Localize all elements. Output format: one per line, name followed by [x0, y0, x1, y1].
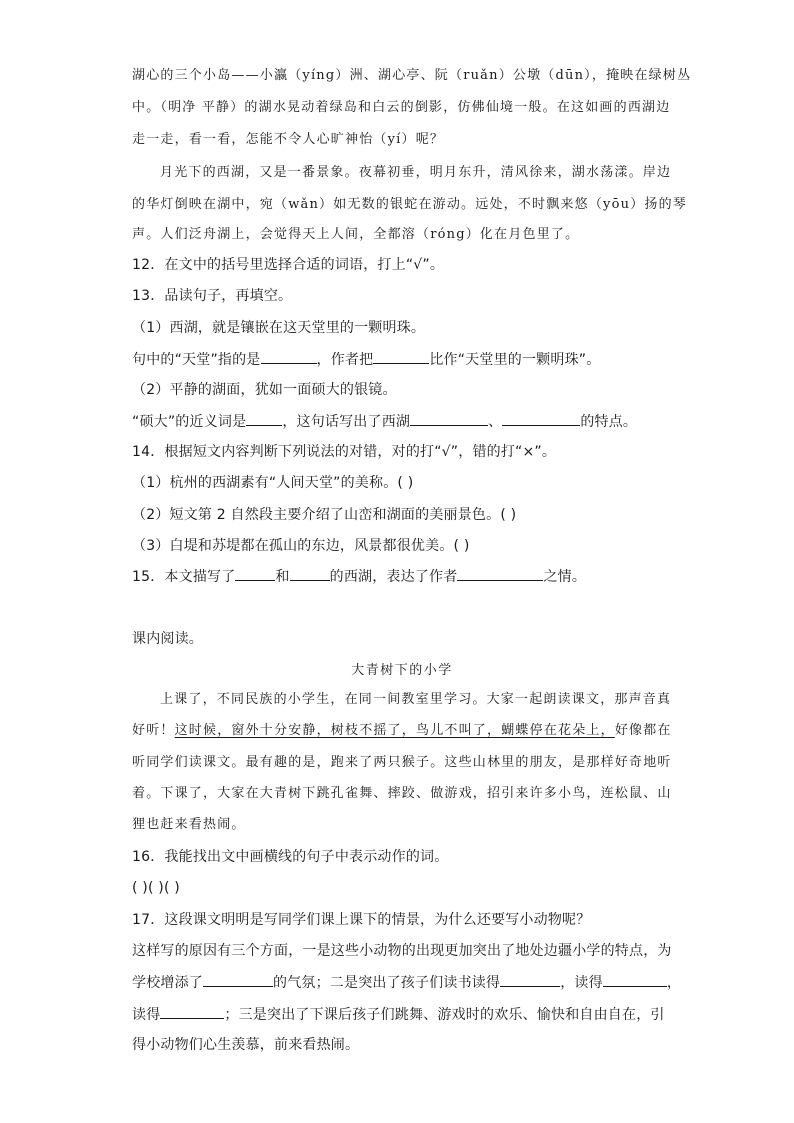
answer-blank[interactable] — [235, 566, 275, 581]
question-16-blanks[interactable]: ( )( )( ) — [132, 880, 180, 896]
question-13-1-answer: 句中的“天堂”指的是 ，作者把 比作“天堂里的一颗明珠”。 — [132, 349, 672, 370]
question-14-3: （3）白堤和苏堤都在孤山的东边，风景都很优美。( ) — [132, 538, 470, 554]
passage1-line-5: 的华灯倒映在湖中，宛（wǎn）如无数的银蛇在游动。远处，不时飘来悠（yōu）扬的琴 — [132, 197, 687, 212]
answer-blank[interactable] — [261, 349, 317, 364]
answer-blank[interactable] — [373, 349, 429, 364]
answer-blank[interactable] — [160, 1004, 224, 1019]
answer-blank[interactable] — [500, 972, 560, 987]
passage1-line-4: 月光下的西湖，又是一番景象。夜幕初垂，明月东升，清风徐来，湖水荡漾。岸边 — [160, 165, 672, 180]
answer-blank[interactable] — [603, 972, 667, 987]
answer-blank[interactable] — [502, 411, 580, 426]
question-17-line-2: 学校增添了 的气氛；二是突出了孩子们读书读得 ，读得 ， — [132, 972, 672, 993]
answer-blank[interactable] — [203, 972, 273, 987]
question-14: 14．根据短文内容判断下列说法的对错，对的打“√”，错的打“×”。 — [132, 444, 557, 460]
answer-blank[interactable] — [410, 411, 488, 426]
passage1-line-1: 湖心的三个小岛——小瀛（yíng）洲、湖心亭、阮（ruǎn）公墩（dūn），掩映在绿树丛 — [132, 68, 692, 83]
question-15: 15．本文描写了 和 的西湖，表达了作者 之情。 — [132, 566, 672, 587]
question-17: 17．这段课文明明是写同学们课上课下的情景，为什么还要写小动物呢？ — [132, 912, 591, 928]
question-13-2: （2）平静的湖面，犹如一面硕大的银镜。 — [132, 382, 397, 398]
passage2-line-5: 狸也赶来看热闹。 — [132, 817, 246, 832]
passage2-line-1: 上课了，不同民族的小学生，在同一间教室里学习。大家一起朗读课文，那声音真 — [160, 692, 672, 707]
answer-blank[interactable] — [290, 566, 330, 581]
answer-blank[interactable] — [457, 566, 543, 581]
passage2-line-4: 着。下课了，大家在大青树下跳孔雀舞、摔跤、做游戏，招引来许多小鸟，连松鼠、山 — [132, 786, 672, 801]
passage1-line-2: 中。（明净 平静）的湖水晃动着绿岛和白云的倒影，仿佛仙境一般。在这如画的西湖边 — [132, 100, 671, 115]
passage1-line-6: 声。人们泛舟湖上，会觉得天上人间，全都溶（róng）化在月色里了。 — [132, 227, 580, 242]
answer-blank[interactable] — [246, 411, 282, 426]
question-12: 12．在文中的括号里选择合适的词语，打上“√”。 — [132, 257, 445, 273]
question-17-line-3: 读得 ；三是突出了下课后孩子们跳舞、游戏时的欢乐、愉快和自由自在，引 — [132, 1004, 672, 1025]
underlined-sentence: 这时候，窗外十分安静，树枝不摇了，鸟儿不叫了，蝴蝶停在花朵上， — [174, 723, 615, 738]
passage2-title: 大青树下的小学 — [351, 663, 453, 678]
passage1-line-3: 走一走，看一看，怎能不令人心旷神怡（yí）呢？ — [132, 132, 445, 147]
question-17-line-1: 这样写的原因有三个方面，一是这些小动物的出现更加突出了地处边疆小学的特点，为 — [132, 943, 672, 959]
section-heading: 课内阅读。 — [132, 631, 203, 647]
question-17-line-4: 得小动物们心生羡慕，前来看热闹。 — [132, 1037, 360, 1053]
passage2-line-2: 好听！这时候，窗外十分安静，树枝不摇了，鸟儿不叫了，蝴蝶停在花朵上，好像都在 — [132, 723, 672, 738]
question-13: 13．品读句子，再填空。 — [132, 288, 293, 304]
question-14-2: （2）短文第 2 自然段主要介绍了山峦和湖面的美丽景色。( ) — [132, 507, 517, 523]
question-14-1: （1）杭州的西湖素有“人间天堂”的美称。( ) — [132, 475, 414, 491]
passage2-line-3: 听同学们读课文。最有趣的是，跑来了两只猴子。这些山林里的朋友，是那样好奇地听 — [132, 755, 672, 770]
question-13-2-answer: “硕大”的近义词是 ，这句话写出了西湖 、 的特点。 — [132, 411, 672, 432]
question-16: 16．我能找出文中画横线的句子中表示动作的词。 — [132, 849, 449, 865]
question-13-1: （1）西湖，就是镶嵌在这天堂里的一颗明珠。 — [132, 320, 426, 336]
